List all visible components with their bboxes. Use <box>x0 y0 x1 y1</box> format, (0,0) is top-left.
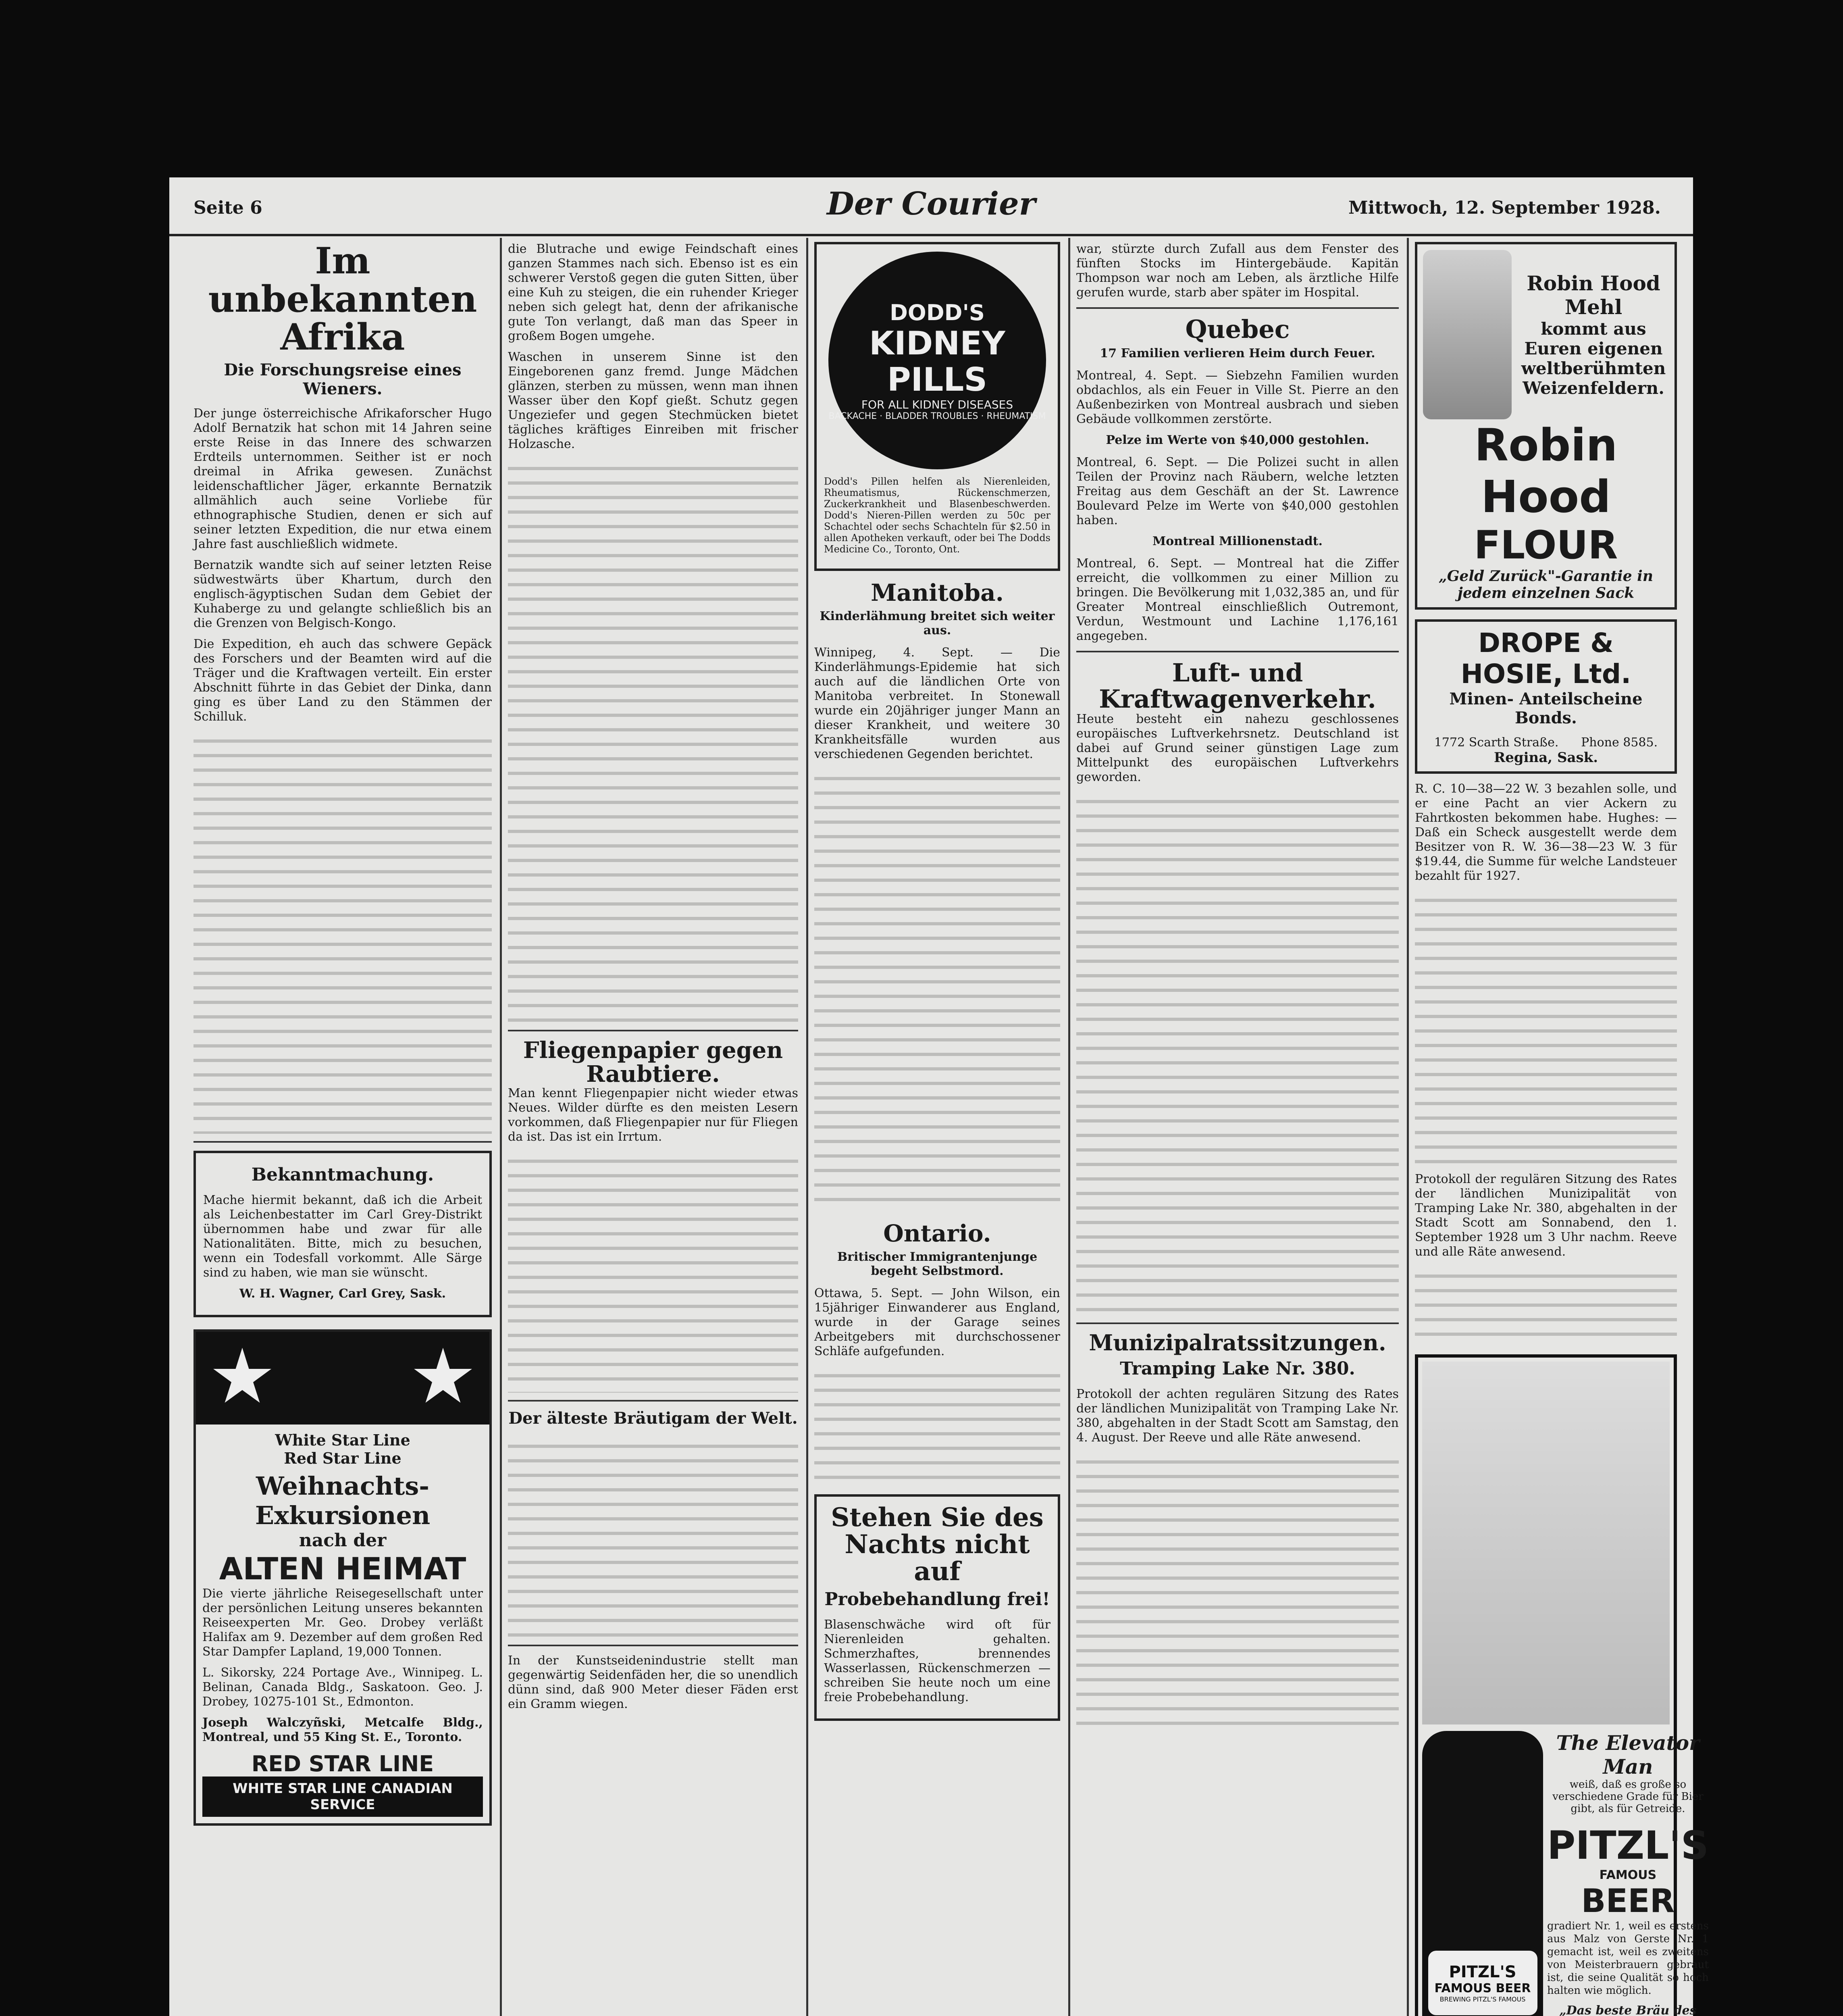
star-icon <box>413 1348 473 1408</box>
kidney-pills-ad <box>814 242 1060 571</box>
article-paragraph: Bernatzik wandte sich auf seiner letzten Reise südwestwärts über Khartum, durch den englisch-ägyptischen Sudan dem Gebiet der Kuhaberge zu und gelangte schließlich bis an die Grenzen von Belgisch-Kongo. <box>193 558 492 630</box>
ad-big: ALTEN HEIMAT <box>219 1550 466 1587</box>
ad-address: 1772 Scarth Straße. <box>1434 735 1559 750</box>
divider <box>508 1645 798 1646</box>
ad-addresses: L. Sikorsky, 224 Portage Ave., Winnipeg. L. Belinan, Canada Bldg., Saskatoon. Geo. J. Drobey, 10275-101 St., Edmonton. <box>202 1665 483 1709</box>
bottle-label-text: FAMOUS BEER <box>1434 1981 1531 1995</box>
ad-subhead: Probebehandlung frei! <box>824 1589 1050 1610</box>
minutes-paragraph: R. C. 10—38—22 W. 3 bezahlen solle, und er eine Pacht an vier Ackern zu Fahrtkosten bekommen habe. Hughes: — Daß ein Scheck ausgestellt werde dem Besitzer von R. W. 36—38—23 W. 3 für $19.44, die Summe für welche Landsteuer bezahlt für 1927. <box>1415 782 1677 883</box>
ad-tagline: „Geld Zurück"-Garantie in jedem einzelnen Sack <box>1438 568 1654 602</box>
article-subhead: Tramping Lake Nr. 380. <box>1120 1358 1355 1379</box>
article-paragraph: die Blutrache und ewige Feindschaft eines ganzen Stammes nach sich. Ebenso ist es ein schwerer Verstoß gegen die guten Sitten, über eine Kuh zu steigen, die ein ruhender Krieger neben sich gelegt hat, denn der afrikanische gute Ton verlangt, daß man das Speer in großem Bogen umgehe. <box>508 242 798 343</box>
ad-famous: FAMOUS <box>1599 1868 1657 1882</box>
ad-line: kommt aus Euren eigenen weltberühmten Weizenfeldern. <box>1521 319 1666 398</box>
ad-title: Weihnachts-Exkursionen <box>255 1471 431 1530</box>
ad-title: PILLS <box>887 360 987 398</box>
column-five <box>1415 242 1709 2016</box>
notice-box <box>193 1151 492 1317</box>
ad-subtitle: Minen- Anteilscheine Bonds. <box>1449 689 1643 727</box>
article-text-continuation <box>508 1436 798 1637</box>
ad-slogan: „Das beste Bräu des <box>1559 2004 1697 2016</box>
article-text-continuation <box>1076 791 1399 1315</box>
ad-title: DROPE & HOSIE, Ltd. <box>1460 627 1631 689</box>
ad-elevator-sub: weiß, daß es große so verschiedene Grade für Bier gibt, als für Getreide. <box>1552 1779 1704 1815</box>
ad-line: Robin Hood Mehl <box>1527 271 1660 319</box>
article-text-continuation <box>508 1151 798 1393</box>
ad-body: Blasenschwäche wird oft für Nierenleiden gehalten. Schmerzhaftes, brennendes Wasserlassen, Rückenschmerzen — schreiben Sie heute noch um eine freie Probebehandlung. <box>824 1618 1050 1705</box>
article-headline: Fliegenpapier gegen Raubtiere. <box>523 1037 783 1087</box>
article-text-continuation <box>193 731 492 1134</box>
column-africa <box>193 242 492 2016</box>
article-paragraph: Heute besteht ein nahezu geschlossenes europäisches Luftverkehrsnetz. Deutschland ist dabei auf Grund seiner günstigen Lage zum Mittelpunkt des europäischen Luftverkehrs geworden. <box>1076 712 1399 785</box>
article-paragraph: Die Expedition, eh auch das schwere Gepäck des Forschers und der Beamten wird auf die Träger und die Kraftwagen verteilt. Ein erster Abschnitt führte in das Gebiet der Dinka, dann ging es über Land zu den Stämmen der Schilluk. <box>193 637 492 724</box>
notice-signature: W. H. Wagner, Carl Grey, Sask. <box>239 1286 446 1301</box>
section-heading: Munizipalratssitzungen. <box>1089 1330 1386 1356</box>
bladder-ad <box>814 1494 1060 1721</box>
article-subhead: Die Forschungsreise eines Wieners. <box>224 360 462 398</box>
bottle-label-text: PITZL'S <box>1449 1963 1516 1981</box>
whitestar-ad <box>193 1329 492 1826</box>
ad-mid: nach der <box>299 1530 387 1551</box>
bottle-label <box>1428 1951 1537 2015</box>
divider <box>508 1400 798 1402</box>
article-paragraph: Ottawa, 5. Sept. — John Wilson, ein 15jähriger Einwanderer aus England, wurde in der Garage seines Arbeitgebers mit durchschossener Schläfe aufgefunden. <box>814 1286 1060 1358</box>
ad-title: KIDNEY <box>869 324 1005 362</box>
farmer-illustration <box>1423 250 1512 419</box>
divider <box>1076 307 1399 309</box>
article-paragraph: Der junge österreichische Afrikaforscher Hugo Adolf Bernatzik hat schon mit 14 Jahren seine erste Reise in das Innere des schwarzen Erdteils unternommen. Seither ist er noch dreimal in Afrika gewesen. Zunächst leidenschaftlicher Jäger, erkannte Bernatzik allmählich auch seine Vorliebe für ethnographische Studien, denen er sich auf seiner letzten Expedition, die nur etwa einem Jahre fast auschließlich widmete. <box>193 406 492 551</box>
notice-title: Bekanntmachung. <box>251 1164 434 1185</box>
ad-banner <box>196 1332 489 1425</box>
divider <box>508 1030 798 1031</box>
ad-footer: WHITE STAR LINE CANADIAN SERVICE <box>202 1776 483 1817</box>
man-portrait-illustration <box>1422 1362 1670 1724</box>
ad-footer: RED STAR LINE <box>251 1751 434 1776</box>
article-subhead: 17 Familien verlieren Heim durch Feuer. <box>1100 346 1375 361</box>
section-heading: Manitoba. <box>871 579 1004 606</box>
pitzls-beer-ad <box>1415 1354 1709 2016</box>
robin-hood-ad <box>1415 242 1677 610</box>
article-headline: Im unbekannten Afrika <box>208 240 477 358</box>
divider <box>1076 1322 1399 1324</box>
column-rule <box>500 238 502 2016</box>
ad-sub: BACKACHE · BLADDER TROUBLES · RHEUMATISM <box>828 411 1046 421</box>
article-text-continuation <box>814 768 1060 1212</box>
ad-elevator: The Elevator Man <box>1556 1731 1700 1779</box>
ad-brand: DODD'S <box>890 300 985 325</box>
article-text-continuation <box>1076 1452 1399 1734</box>
article-paragraph: Montreal, 6. Sept. — Die Polizei sucht in allen Teilen der Provinz nach Räubern, welche letzten Freitag aus dem Geschäft an der St. Lawrence Boulevard Pelze im Werte von $40,000 gestohlen haben. <box>1076 455 1399 528</box>
article-paragraph: Man kennt Fliegenpapier nicht wieder etwas Neues. Wilder dürfte es den meisten Lesern vorkommen, daß Fliegenpapier nur für Fliegen da ist. Das ist ein Irrtum. <box>508 1086 798 1144</box>
column-four <box>1076 242 1399 2016</box>
ad-logo: Robin Hood <box>1474 419 1618 523</box>
bottle-label-text: BREWING PITZL'S FAMOUS <box>1439 1995 1526 2003</box>
drope-hosie-ad <box>1415 619 1677 774</box>
article-headline: Der älteste Bräutigam der Welt. <box>508 1408 798 1428</box>
ad-beer: BEER <box>1581 1882 1675 1920</box>
pill-tin-image <box>828 252 1046 469</box>
ad-line: White Star Line <box>275 1431 410 1449</box>
minutes-continuation <box>1415 1266 1677 1346</box>
ad-body: Die vierte jährliche Reisegesellschaft unter der persönlichen Leitung unseres bekannten Reiseexperten Mr. Geo. Drobey verläßt Halifax am 9. Dezember auf dem großen Red Star Dampfer Lapland, 19,000 Tonnen. <box>202 1586 483 1659</box>
issue-date: Mittwoch, 12. September 1928. <box>1348 198 1661 218</box>
article-paragraph: In der Kunstseidenindustrie stellt man gegenwärtig Seidenfäden her, die so unendlich dünn sind, daß 900 Meter dieser Fäden erst ein Gramm wiegen. <box>508 1653 798 1711</box>
page-header <box>169 177 1693 236</box>
star-icon <box>212 1348 272 1408</box>
article-subhead: Montreal Millionenstadt. <box>1152 534 1323 549</box>
column-three <box>814 242 1060 2016</box>
column-rule <box>806 238 808 2016</box>
article-subhead: Pelze im Werte von $40,000 gestohlen. <box>1106 433 1369 448</box>
ad-body: gradiert Nr. 1, weil es erstens aus Malz von Gerste Nr. 1 gemacht ist, weil es zweitens von Meisterbrauern gebraut ist, die seine Qualität so hoch halten wie möglich. <box>1547 1920 1709 1997</box>
divider <box>1076 651 1399 652</box>
newspaper-title: Der Courier <box>827 185 1036 222</box>
ad-line: Red Star Line <box>284 1449 401 1467</box>
notice-body: Mache hiermit bekannt, daß ich die Arbeit als Leichenbestatter im Carl Grey-Distrikt übernommen habe und zwar für alle Nationalitäten. Bitte, mich zu besuchen, wenn ein Todesfall vorkommt. Alle Särge sind zu haben, wie man sie wünscht. <box>203 1193 482 1280</box>
article-paragraph: Waschen in unserem Sinne ist den Eingeborenen ganz fremd. Junge Mädchen glänzen, sterben zu müssen, wenn man ihnen Wasser über den Kopf gießt. Schutz gegen Ungeziefer und gegen Stechmücken bietet tägliches kräftiges Einreiben mit frischer Holzasche. <box>508 350 798 451</box>
section-heading: Ontario. <box>883 1219 991 1247</box>
article-subhead: Britischer Immigrantenjunge begeht Selbstmord. <box>837 1250 1038 1278</box>
article-text-continuation <box>508 458 798 1023</box>
newspaper-page <box>169 177 1709 2016</box>
beer-bottle-illustration <box>1422 1731 1543 2016</box>
article-paragraph: Montreal, 4. Sept. — Siebzehn Familien wurden obdachlos, als ein Feuer in Ville St. Pierre an den Außenbezirken von Montreal ausbrach und sieben Gebäude vollkommen zerstörte. <box>1076 369 1399 427</box>
article-text-continuation <box>814 1365 1060 1486</box>
column-two <box>508 242 798 2016</box>
article-paragraph: Protokoll der achten regulären Sitzung des Rates der ländlichen Munizipalität von Tramping Lake Nr. 380, abgehalten in der Stadt Scott am Samstag, den 4. August. Der Reeve und alle Räte anwesend. <box>1076 1387 1399 1445</box>
page-number: Seite 6 <box>193 198 262 218</box>
minutes-paragraph: Protokoll der regulären Sitzung des Rates der ländlichen Munizipalität von Tramping Lake Nr. 380, abgehalten in der Stadt Scott am Sonnabend, den 1. September 1928 um 3 Uhr nachm. Reeve und alle Räte anwesend. <box>1415 1172 1677 1259</box>
ad-city: Regina, Sask. <box>1494 750 1598 766</box>
ad-ring: FOR ALL KIDNEY DISEASES <box>861 398 1013 411</box>
ad-brand: PITZL'S <box>1547 1823 1709 1868</box>
article-paragraph: Montreal, 6. Sept. — Montreal hat die Ziffer erreicht, die vollkommen zu einer Million zu bringen. Die Bevölkerung mit 1,032,385 an, und für Greater Montreal einschließlich Outremont, Verdun, Westmount und Lachine 1,176,161 angegeben. <box>1076 556 1399 644</box>
article-paragraph: war, stürzte durch Zufall aus dem Fenster des fünften Stocks im Hintergebäude. Kapitän Thompson war noch am Leben, als ärztliche Hilfe gerufen wurde, starb aber später im Hospital. <box>1076 242 1399 300</box>
article-subhead: Kinderlähmung breitet sich weiter aus. <box>820 609 1055 637</box>
section-heading: Quebec <box>1185 314 1290 344</box>
column-rule <box>1068 238 1070 2016</box>
ad-agent: Joseph Walczyñski, Metcalfe Bldg., Montreal, und 55 King St. E., Toronto. <box>202 1715 483 1744</box>
article-headline: Luft- und Kraftwagenverkehr. <box>1099 658 1376 714</box>
article-paragraph: Winnipeg, 4. Sept. — Die Kinderlähmungs-Epidemie hat sich auch auf die ländlichen Orte von Manitoba verbreitet. In Stonewall wurde ein 20jähriger junger Mann an dieser Krankheit, und weitere 30 Krankheitsfälle wurden aus verschiedenen Gegenden berichtet. <box>814 645 1060 761</box>
divider <box>193 1141 492 1143</box>
ad-footnote: Dodd's Pillen helfen als Nierenleiden, Rheumatismus, Rückenschmerzen, Zuckerkrankheit und Blasenbeschwerden. Dodd's Nieren-Pillen werden zu 50c per Schachtel oder sechs Schachteln für $2.50 in allen Apotheken verkauft, oder bei The Dodds Medicine Co., Toronto, Ont. <box>824 476 1050 555</box>
ad-phone: Phone 8585. <box>1581 735 1658 750</box>
minutes-continuation <box>1415 890 1677 1172</box>
ad-logo: FLOUR <box>1474 523 1618 568</box>
ad-headline: Stehen Sie des Nachts nicht auf <box>831 1502 1044 1587</box>
column-rule <box>1407 238 1409 2016</box>
